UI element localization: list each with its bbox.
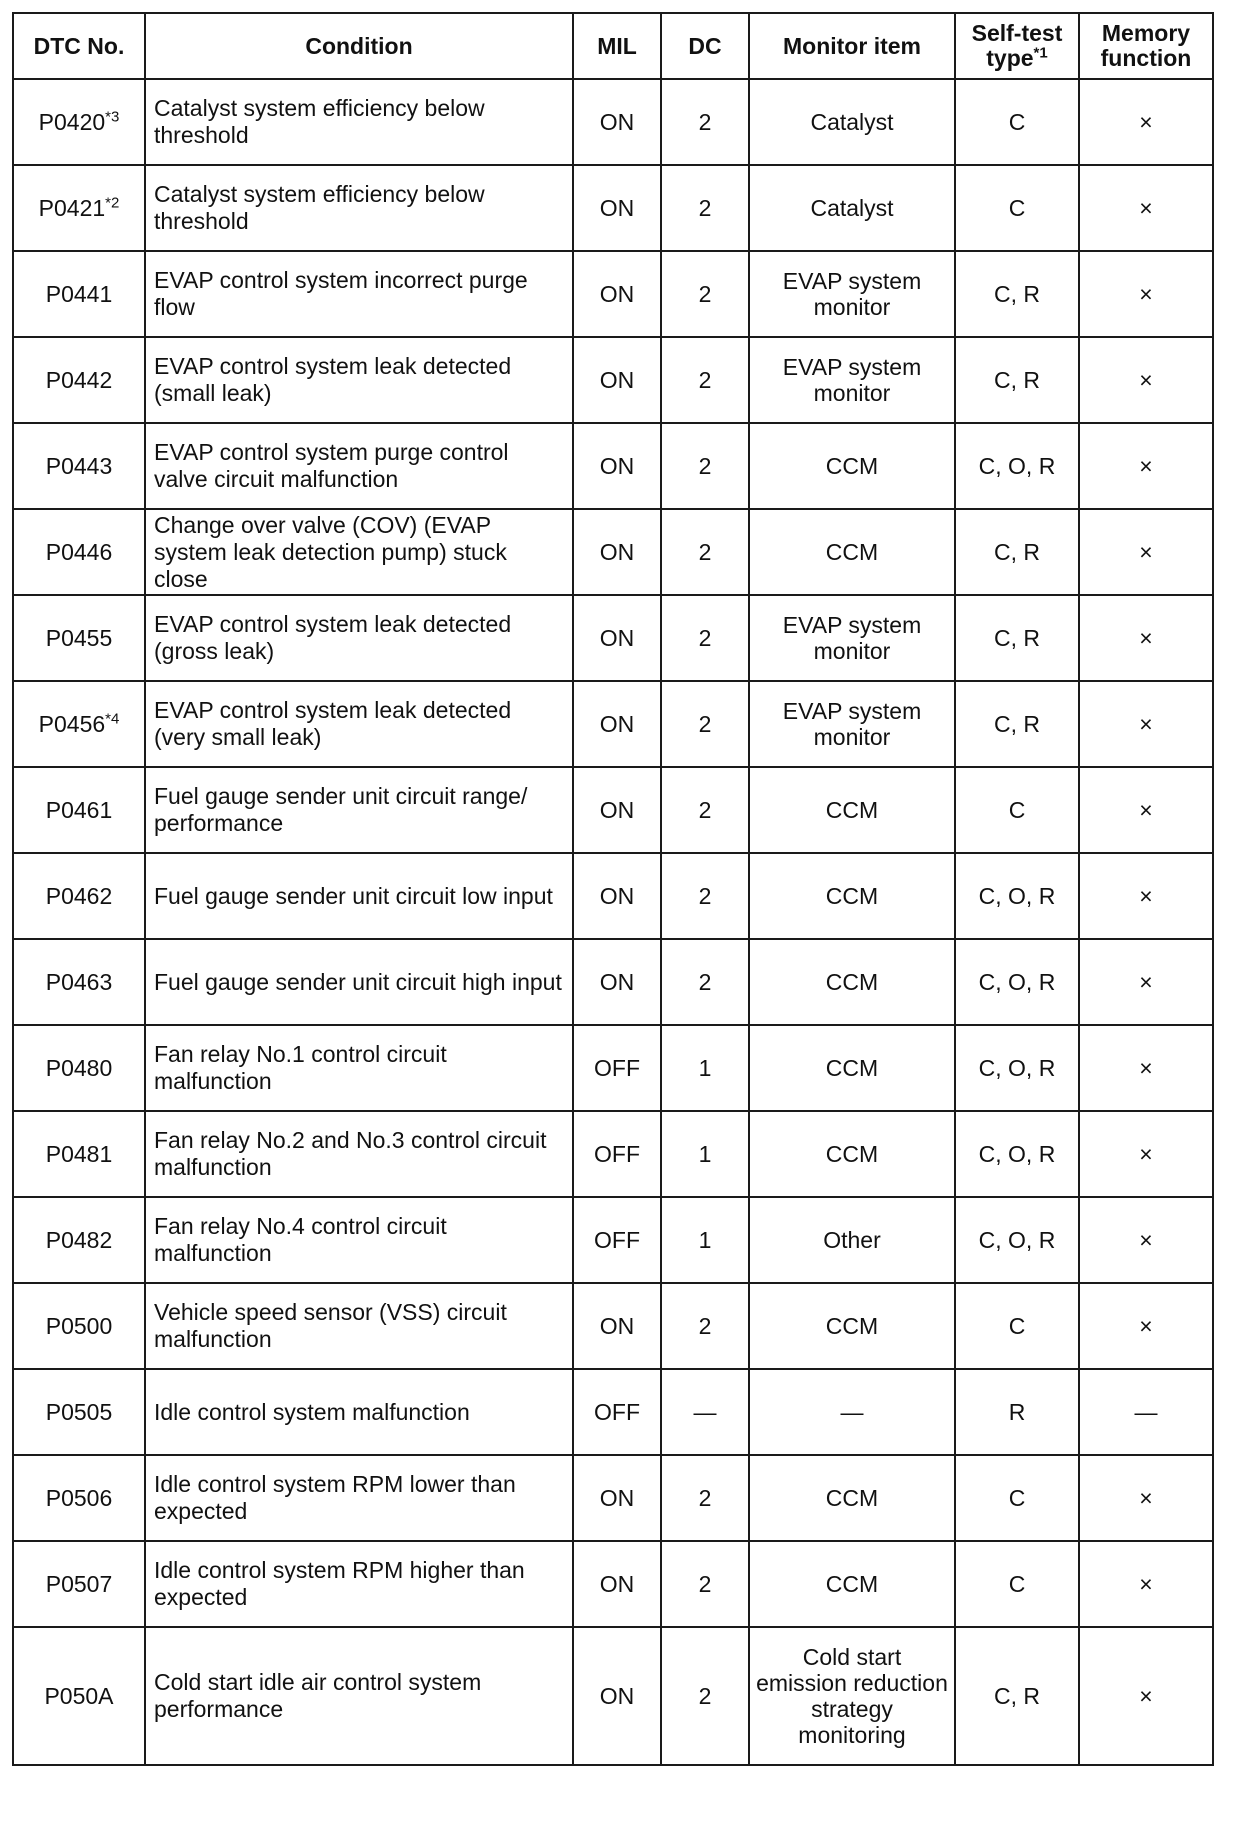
cell-dtc [13,1111,145,1197]
cell-monitor: — [749,1369,955,1455]
table-row [13,165,1213,251]
dtc-footnote: *2 [105,193,120,211]
cell-dtc [13,1541,145,1627]
cell-monitor: Other [749,1197,955,1283]
cell-memory: × [1079,1025,1213,1111]
cell-condition: Change over valve (COV) (EVAP system leak detection pump) stuck close [145,509,573,595]
cell-mil: ON [573,1283,661,1369]
cell-condition: Fuel gauge sender unit circuit high input [145,939,573,1025]
cell-mil: ON [573,251,661,337]
header-memory: Memory function [1079,13,1213,79]
cell-mil: ON [573,595,661,681]
cell-selftest: C, O, R [955,1197,1079,1283]
cell-mil: ON [573,1627,661,1765]
cell-mil: ON [573,1455,661,1541]
cell-selftest: C [955,1283,1079,1369]
cell-mil: ON [573,509,661,595]
cell-mil: OFF [573,1111,661,1197]
cell-monitor: Catalyst [749,79,955,165]
dtc-code: P0507 [45,1570,113,1597]
dtc-code: P0480 [45,1054,113,1081]
cell-mil: OFF [573,1369,661,1455]
table-row [13,767,1213,853]
cell-dc: 2 [661,423,749,509]
cell-dtc [13,1197,145,1283]
cell-memory: × [1079,1541,1213,1627]
header-condition: Condition [145,13,573,79]
dtc-code: P0443 [45,452,113,479]
dtc-code: P0506 [45,1484,113,1511]
cell-condition: EVAP control system incorrect purge flow [145,251,573,337]
dtc-code: P0500 [45,1312,113,1339]
table-row [13,423,1213,509]
cell-condition: Idle control system RPM higher than expected [145,1541,573,1627]
table-row [13,509,1213,595]
table-row [13,1025,1213,1111]
cell-monitor: EVAP system monitor [749,337,955,423]
cell-dtc [13,423,145,509]
cell-dc: 2 [661,853,749,939]
cell-condition: EVAP control system purge control valve circuit malfunction [145,423,573,509]
header-monitor: Monitor item [749,13,955,79]
cell-dc: 2 [661,767,749,853]
cell-dc: 2 [661,251,749,337]
cell-selftest: C, O, R [955,1111,1079,1197]
cell-condition: Fuel gauge sender unit circuit low input [145,853,573,939]
cell-monitor: CCM [749,423,955,509]
dtc-code: P0482 [45,1226,113,1253]
cell-mil: ON [573,939,661,1025]
cell-mil: ON [573,79,661,165]
cell-dc: 1 [661,1025,749,1111]
cell-dc: 2 [661,1455,749,1541]
cell-monitor: CCM [749,1111,955,1197]
cell-monitor: Cold start emission reduction strategy monitoring [749,1627,955,1765]
table-row [13,1111,1213,1197]
dtc-code: P0481 [45,1140,113,1167]
dtc-code: P0461 [45,796,113,823]
header-selftest [955,13,1079,79]
header-dtc: DTC No. [13,13,145,79]
cell-memory: × [1079,79,1213,165]
cell-monitor: CCM [749,939,955,1025]
cell-dc: 2 [661,1627,749,1765]
cell-memory: × [1079,595,1213,681]
dtc-footnote: *3 [105,107,120,125]
header-selftest-label: Self-test type [971,20,1063,71]
cell-monitor: EVAP system monitor [749,595,955,681]
table-row [13,251,1213,337]
cell-condition: Catalyst system efficiency below threshold [145,79,573,165]
cell-selftest: C [955,1541,1079,1627]
cell-dtc [13,1627,145,1765]
cell-dtc [13,337,145,423]
table-body [13,79,1213,1765]
header-selftest-footnote: *1 [1033,44,1048,62]
cell-memory: × [1079,1197,1213,1283]
cell-condition: EVAP control system leak detected (small leak) [145,337,573,423]
cell-selftest: C, R [955,251,1079,337]
cell-dtc [13,939,145,1025]
table-row [13,939,1213,1025]
cell-memory: × [1079,337,1213,423]
dtc-code: P0463 [45,968,113,995]
cell-selftest: C [955,767,1079,853]
cell-selftest: C, R [955,509,1079,595]
header-row [13,13,1213,79]
table-row [13,1541,1213,1627]
cell-selftest: C, R [955,681,1079,767]
cell-dtc [13,681,145,767]
cell-monitor: CCM [749,1025,955,1111]
cell-dtc [13,79,145,165]
cell-mil: OFF [573,1197,661,1283]
cell-monitor: CCM [749,1283,955,1369]
cell-dtc [13,1283,145,1369]
cell-selftest: C, R [955,337,1079,423]
cell-condition: Fan relay No.2 and No.3 control circuit malfunction [145,1111,573,1197]
cell-memory: × [1079,165,1213,251]
cell-selftest: C, O, R [955,423,1079,509]
cell-dc: 1 [661,1197,749,1283]
cell-memory: × [1079,1627,1213,1765]
cell-selftest: C, O, R [955,1025,1079,1111]
cell-dtc [13,853,145,939]
cell-monitor: CCM [749,1455,955,1541]
cell-dc: 2 [661,79,749,165]
cell-mil: ON [573,423,661,509]
cell-dc: — [661,1369,749,1455]
cell-dtc [13,1455,145,1541]
cell-dtc [13,1369,145,1455]
cell-dc: 2 [661,1541,749,1627]
cell-dtc [13,1025,145,1111]
cell-monitor: CCM [749,767,955,853]
dtc-footnote: *4 [105,709,120,727]
cell-memory: × [1079,509,1213,595]
cell-monitor: CCM [749,853,955,939]
cell-mil: ON [573,165,661,251]
dtc-code: P0455 [45,624,113,651]
cell-monitor: EVAP system monitor [749,251,955,337]
cell-memory: — [1079,1369,1213,1455]
table-row [13,337,1213,423]
cell-dc: 1 [661,1111,749,1197]
dtc-code: P050A [44,1682,114,1709]
cell-mil: ON [573,1541,661,1627]
dtc-code: P0462 [45,882,113,909]
cell-dtc [13,165,145,251]
dtc-table [12,12,1214,1766]
cell-dc: 2 [661,595,749,681]
cell-dc: 2 [661,681,749,767]
cell-condition: Cold start idle air control system performance [145,1627,573,1765]
table-row [13,1197,1213,1283]
table-row [13,853,1213,939]
table-row [13,1283,1213,1369]
cell-condition: Idle control system RPM lower than expected [145,1455,573,1541]
cell-condition: Fuel gauge sender unit circuit range/ performance [145,767,573,853]
cell-monitor: CCM [749,509,955,595]
cell-memory: × [1079,1283,1213,1369]
cell-dtc [13,509,145,595]
cell-mil: ON [573,337,661,423]
cell-dtc [13,595,145,681]
table-row [13,681,1213,767]
cell-selftest: C, O, R [955,853,1079,939]
dtc-code: P0441 [45,280,113,307]
cell-dc: 2 [661,337,749,423]
cell-memory: × [1079,681,1213,767]
dtc-code: P0420 [38,108,106,135]
cell-memory: × [1079,1455,1213,1541]
table-row [13,595,1213,681]
cell-dc: 2 [661,1283,749,1369]
cell-mil: OFF [573,1025,661,1111]
cell-dc: 2 [661,165,749,251]
cell-condition: Catalyst system efficiency below threshold [145,165,573,251]
cell-condition: Idle control system malfunction [145,1369,573,1455]
cell-memory: × [1079,1111,1213,1197]
cell-memory: × [1079,767,1213,853]
dtc-code: P0446 [45,538,113,565]
cell-monitor: EVAP system monitor [749,681,955,767]
dtc-code: P0505 [45,1398,113,1425]
cell-mil: ON [573,767,661,853]
cell-condition: EVAP control system leak detected (gross leak) [145,595,573,681]
cell-selftest: C [955,165,1079,251]
cell-memory: × [1079,853,1213,939]
header-mil: MIL [573,13,661,79]
cell-selftest: C [955,1455,1079,1541]
cell-condition: Fan relay No.1 control circuit malfunction [145,1025,573,1111]
dtc-code: P0442 [45,366,113,393]
cell-memory: × [1079,423,1213,509]
cell-mil: ON [573,853,661,939]
cell-mil: ON [573,681,661,767]
dtc-code: P0456 [38,710,106,737]
cell-dc: 2 [661,939,749,1025]
cell-condition: EVAP control system leak detected (very small leak) [145,681,573,767]
table-row [13,1627,1213,1765]
cell-monitor: Catalyst [749,165,955,251]
cell-condition: Vehicle speed sensor (VSS) circuit malfunction [145,1283,573,1369]
cell-memory: × [1079,251,1213,337]
cell-condition: Fan relay No.4 control circuit malfunction [145,1197,573,1283]
table-row [13,1369,1213,1455]
dtc-code: P0421 [38,194,106,221]
cell-dtc [13,767,145,853]
cell-selftest: C [955,79,1079,165]
table-row [13,1455,1213,1541]
cell-selftest: C, R [955,595,1079,681]
cell-selftest: C, O, R [955,939,1079,1025]
cell-selftest: R [955,1369,1079,1455]
cell-selftest: C, R [955,1627,1079,1765]
header-dc: DC [661,13,749,79]
cell-memory: × [1079,939,1213,1025]
table-row [13,79,1213,165]
cell-monitor: CCM [749,1541,955,1627]
cell-dc: 2 [661,509,749,595]
cell-dtc [13,251,145,337]
